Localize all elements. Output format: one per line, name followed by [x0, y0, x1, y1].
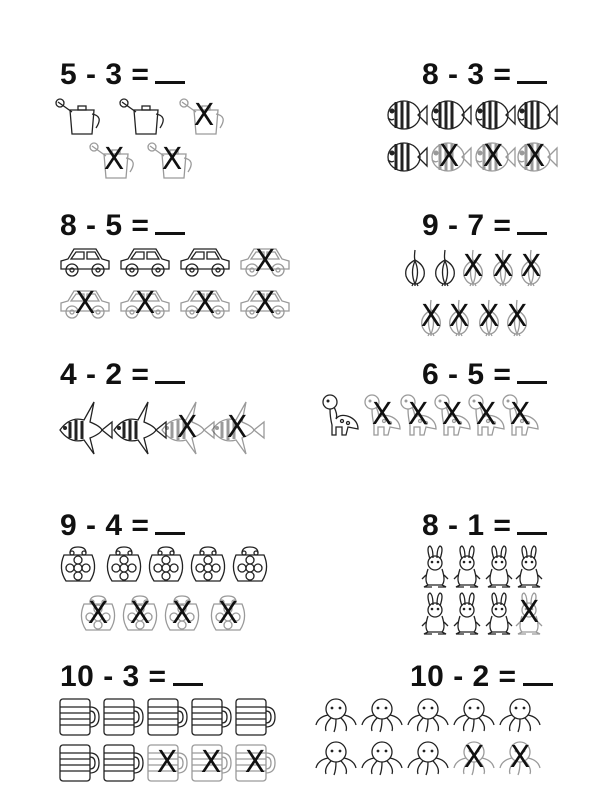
- equation-6-minus-5: 6 - 5 =: [422, 360, 547, 390]
- watering-can-icon: [178, 96, 230, 136]
- fish-icon: [382, 138, 428, 176]
- cross-mark: X: [462, 249, 484, 284]
- octopus-icon: [452, 697, 496, 733]
- onion-icon: [446, 298, 472, 336]
- cross-mark: X: [478, 299, 500, 334]
- octopus-icon: [360, 740, 404, 776]
- cross-mark: X: [509, 397, 531, 432]
- equation-9-minus-4: 9 - 4 =: [60, 511, 185, 541]
- cross-mark: X: [407, 397, 429, 432]
- dinosaur-icon: [362, 393, 402, 437]
- cross-mark: X: [438, 139, 460, 174]
- watering-can-icon: [118, 96, 170, 136]
- octopus-icon: [314, 697, 358, 733]
- mug-icon: [58, 697, 100, 737]
- bunny-icon: [452, 545, 482, 587]
- equation-8-minus-1: 8 - 1 =: [422, 511, 547, 541]
- car-icon: [58, 287, 112, 321]
- cross-mark: X: [371, 397, 393, 432]
- cross-mark: X: [171, 596, 193, 631]
- cross-mark: X: [509, 740, 531, 775]
- mug-icon: [58, 743, 100, 783]
- mug-icon: [102, 697, 144, 737]
- cross-mark: X: [524, 139, 546, 174]
- octopus-icon: [360, 697, 404, 733]
- fish-icon: [382, 96, 428, 134]
- fish-icon: [426, 96, 472, 134]
- watering-can-icon: [54, 96, 106, 136]
- equation-8-minus-5: 8 - 5 =: [60, 211, 185, 241]
- equation-9-minus-7: 9 - 7 =: [422, 211, 547, 241]
- equation-10-minus-2: 10 - 2 =: [410, 662, 553, 692]
- fish-icon: [426, 138, 472, 176]
- fish-icon: [512, 138, 558, 176]
- onion-icon: [518, 248, 544, 286]
- purse-icon: [208, 594, 248, 634]
- bunny-icon: [484, 545, 514, 587]
- equation-5-minus-3: 5 - 3 =: [60, 60, 185, 90]
- cross-mark: X: [134, 286, 156, 321]
- cross-mark: X: [254, 286, 276, 321]
- cross-mark: X: [463, 740, 485, 775]
- mug-icon: [234, 743, 276, 783]
- purse-icon: [120, 594, 160, 634]
- car-icon: [118, 287, 172, 321]
- cross-mark: X: [194, 286, 216, 321]
- cross-mark: X: [506, 299, 528, 334]
- fish-icon: [512, 96, 558, 134]
- onion-icon: [418, 298, 444, 336]
- watering-can-icon: [88, 140, 140, 180]
- mug-icon: [102, 743, 144, 783]
- cross-mark: X: [176, 410, 198, 445]
- onion-icon: [476, 298, 502, 336]
- cross-mark: X: [103, 142, 125, 177]
- cross-mark: X: [492, 249, 514, 284]
- car-icon: [178, 287, 232, 321]
- car-icon: [118, 245, 172, 279]
- purse-icon: [188, 545, 228, 585]
- equation-8-minus-3: 8 - 3 =: [422, 60, 547, 90]
- onion-icon: [402, 248, 428, 286]
- onion-icon: [460, 248, 486, 286]
- cross-mark: X: [193, 98, 215, 133]
- octopus-icon: [498, 740, 542, 776]
- cross-mark: X: [518, 595, 540, 630]
- cross-mark: X: [420, 299, 442, 334]
- angelfish-icon: [208, 400, 266, 456]
- cross-mark: X: [156, 745, 178, 780]
- mug-icon: [146, 743, 188, 783]
- bunny-icon: [452, 592, 482, 634]
- equation-4-minus-2: 4 - 2 =: [60, 360, 185, 390]
- dinosaur-icon: [320, 393, 360, 437]
- bunny-icon: [514, 592, 544, 634]
- cross-mark: X: [448, 299, 470, 334]
- equation-10-minus-3: 10 - 3 =: [60, 662, 203, 692]
- cross-mark: X: [129, 596, 151, 631]
- cross-mark: X: [161, 142, 183, 177]
- octopus-icon: [406, 697, 450, 733]
- purse-icon: [58, 545, 98, 585]
- cross-mark: X: [226, 410, 248, 445]
- bunny-icon: [484, 592, 514, 634]
- cross-mark: X: [482, 139, 504, 174]
- octopus-icon: [452, 740, 496, 776]
- mug-icon: [146, 697, 188, 737]
- cross-mark: X: [475, 397, 497, 432]
- angelfish-icon: [56, 400, 114, 456]
- purse-icon: [230, 545, 270, 585]
- octopus-icon: [406, 740, 450, 776]
- bunny-icon: [420, 545, 450, 587]
- fish-icon: [470, 96, 516, 134]
- octopus-icon: [498, 697, 542, 733]
- octopus-icon: [314, 740, 358, 776]
- purse-icon: [162, 594, 202, 634]
- car-icon: [178, 245, 232, 279]
- fish-icon: [470, 138, 516, 176]
- purse-icon: [104, 545, 144, 585]
- cross-mark: X: [217, 596, 239, 631]
- car-icon: [238, 287, 292, 321]
- mug-icon: [234, 697, 276, 737]
- cross-mark: X: [87, 596, 109, 631]
- mug-icon: [190, 743, 232, 783]
- purse-icon: [146, 545, 186, 585]
- bunny-icon: [514, 545, 544, 587]
- cross-mark: X: [200, 745, 222, 780]
- cross-mark: X: [254, 244, 276, 279]
- watering-can-icon: [146, 140, 198, 180]
- onion-icon: [504, 298, 530, 336]
- cross-mark: X: [74, 286, 96, 321]
- cross-mark: X: [244, 745, 266, 780]
- mug-icon: [190, 697, 232, 737]
- onion-icon: [432, 248, 458, 286]
- cross-mark: X: [520, 249, 542, 284]
- car-icon: [58, 245, 112, 279]
- onion-icon: [490, 248, 516, 286]
- cross-mark: X: [441, 397, 463, 432]
- bunny-icon: [420, 592, 450, 634]
- dinosaur-icon: [500, 393, 540, 437]
- purse-icon: [78, 594, 118, 634]
- car-icon: [238, 245, 292, 279]
